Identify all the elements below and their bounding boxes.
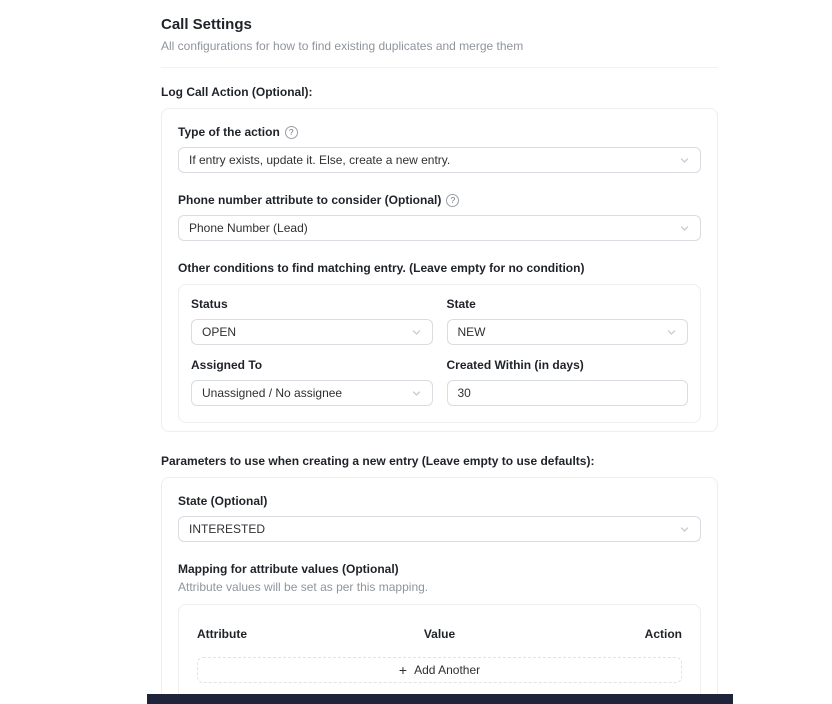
add-another-label: Add Another bbox=[414, 663, 481, 677]
plus-icon: + bbox=[398, 662, 408, 678]
header-divider bbox=[161, 67, 718, 68]
created-within-input-wrap bbox=[447, 380, 689, 406]
select-assigned-to-value: Unassigned / No assignee bbox=[202, 386, 343, 400]
conditions-section-label bbox=[178, 261, 701, 275]
settings-form bbox=[146, 85, 733, 704]
card-log-call-action bbox=[161, 108, 718, 432]
select-phone-attribute[interactable] bbox=[178, 215, 701, 241]
field-label-state-optional bbox=[178, 494, 701, 508]
status-label: Status bbox=[191, 297, 228, 311]
select-status-value: OPEN bbox=[202, 325, 237, 339]
field-label-type-of-action bbox=[178, 125, 701, 139]
help-icon[interactable]: ? bbox=[285, 126, 298, 139]
conditions-label: Other conditions to find matching entry. (Leave empty for no condition) bbox=[178, 261, 585, 275]
select-state-optional-value: INTERESTED bbox=[189, 522, 266, 536]
add-another-button[interactable] bbox=[197, 657, 682, 683]
mapping-label bbox=[178, 562, 701, 576]
select-type-of-action-value: If entry exists, update it. Else, create a new entry. bbox=[189, 153, 451, 167]
chevron-down-icon bbox=[679, 223, 690, 234]
mapping-title: Mapping for attribute values (Optional) bbox=[178, 562, 399, 576]
chevron-down-icon bbox=[411, 388, 422, 399]
help-icon[interactable]: ? bbox=[446, 194, 459, 207]
select-assigned-to[interactable] bbox=[191, 380, 433, 406]
page-title: Call Settings bbox=[161, 16, 252, 33]
select-state-optional[interactable] bbox=[178, 516, 701, 542]
card-parameters bbox=[161, 477, 718, 704]
chevron-down-icon bbox=[411, 327, 422, 338]
created-within-label: Created Within (in days) bbox=[446, 358, 584, 372]
assigned-to-label: Assigned To bbox=[191, 358, 263, 372]
content-panel bbox=[146, 0, 733, 704]
field-label-phone-attribute bbox=[178, 193, 701, 207]
input-created-within[interactable] bbox=[447, 380, 689, 406]
mapping-table-header bbox=[197, 619, 682, 641]
section-label-log-call-action: Log Call Action (Optional): bbox=[161, 85, 313, 99]
select-state[interactable] bbox=[447, 319, 689, 345]
field-created-within bbox=[447, 358, 689, 406]
column-header-action: Action bbox=[644, 627, 683, 641]
type-of-action-label: Type of the action bbox=[178, 125, 280, 139]
conditions-card bbox=[178, 284, 701, 423]
state-optional-label: State (Optional) bbox=[178, 494, 268, 508]
column-header-value: Value bbox=[423, 627, 456, 641]
section-label-parameters: Parameters to use when creating a new entry (Leave empty to use defaults): bbox=[161, 454, 595, 468]
chevron-down-icon bbox=[679, 155, 690, 166]
select-status[interactable] bbox=[191, 319, 433, 345]
field-status bbox=[191, 297, 433, 345]
state-label: State bbox=[446, 297, 476, 311]
mapping-subtitle: Attribute values will be set as per this mapping. bbox=[178, 580, 429, 594]
page-subtitle: All configurations for how to find existing duplicates and merge them bbox=[161, 39, 524, 53]
chevron-down-icon bbox=[679, 524, 690, 535]
select-type-of-action[interactable] bbox=[178, 147, 701, 173]
column-header-attribute: Attribute bbox=[197, 627, 247, 641]
select-phone-attribute-value: Phone Number (Lead) bbox=[189, 221, 308, 235]
chevron-down-icon bbox=[666, 327, 677, 338]
field-state bbox=[447, 297, 689, 345]
page-header bbox=[146, 0, 733, 68]
mapping-table bbox=[178, 604, 701, 700]
conditions-grid bbox=[191, 297, 688, 406]
select-state-value: NEW bbox=[457, 325, 486, 339]
phone-attribute-label: Phone number attribute to consider (Optional) bbox=[178, 193, 442, 207]
field-assigned-to bbox=[191, 358, 433, 406]
footer-bar bbox=[147, 694, 733, 704]
